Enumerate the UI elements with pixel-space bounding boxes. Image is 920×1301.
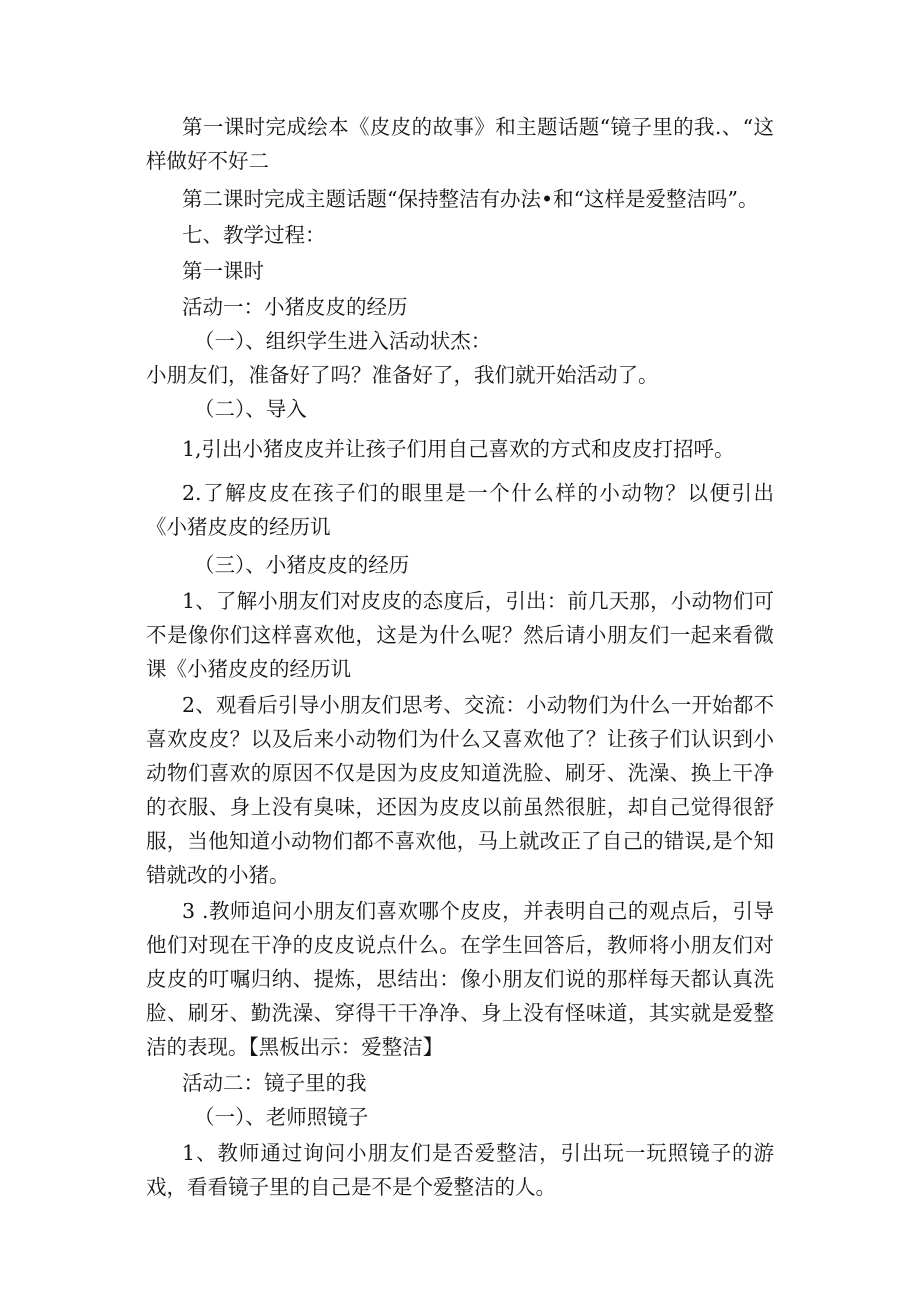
paragraph-lesson-1-plan: 第一课时完成绘本《皮皮的故事》和主题话题“镜子里的我.、“这样做好不好二 (146, 115, 774, 173)
paragraph-item-3: 3 .教师追问小朋友们喜欢哪个皮皮，并表明自己的观点后，引导他们对现在干净的皮皮说点什么。在学生回答后，教师将小朋友们对皮皮的叮嘱归纳、提炼，思结出：像小朋友们说的那样每天都认真洗脸、刷牙、勤洗澡、穿得干干净净、身上没有怪味道，其实就是爱整洁的表现。【黑板出示：爱整洁】 (146, 899, 774, 1059)
heading-activity-2: 活动二：镜子里的我 (182, 1071, 367, 1095)
paragraph-step-2: 2.了解皮皮在孩子们的眼里是一个什么样的小动物？以便引出《小猪皮皮的经历讥 (146, 481, 774, 539)
document-body (146, 110, 774, 1204)
paragraph-lesson-2-plan: 第二课时完成主题话题“保持整洁有办法•和“这样是爱整洁吗”。 (182, 187, 759, 211)
heading-section-1: （一）、组织学生进入活动状杰： (194, 329, 492, 353)
paragraph-greeting: 小朋友们，准备好了吗？准备好了，我们就开始活动了。 (146, 363, 659, 387)
paragraph-item-1: 1、了解小朋友们对皮皮的态度后，引出：前几天那，小动物们可不是像你们这样喜欢他，这是为什么呢？然后请小朋友们一起来看微课《小猪皮皮的经历讥 (146, 589, 774, 681)
heading-teaching-process: 七、教学过程： (182, 223, 326, 247)
paragraph-mirror-item-1: 1、教师通过询问小朋友们是否爱整洁，引出玩一玩照镜子的游戏，看看镜子里的自己是不是个爱整洁的人。 (146, 1141, 774, 1199)
paragraph-item-2: 2、观看后引导小朋友们思考、交流：小动物们为什么一开始都不喜欢皮皮？以及后来小动物们为什么又喜欢他了？让孩子们认识到小动物们喜欢的原因不仅是因为皮皮知道洗脸、刷牙、洗澡、换上干净的衣服、身上没有臭味，还因为皮皮以前虽然很脏，却自己觉得很舒服，当他知道小动物们都不喜欢他，马上就改正了自己的错误,是个知错就改的小猪。 (146, 693, 774, 887)
heading-section-3: （三）、小猪皮皮的经历 (194, 553, 410, 577)
paragraph-step-1: 1,引出小猪皮皮并让孩子们用自己喜欢的方式和皮皮打招呼。 (182, 437, 735, 461)
heading-section-2: （二）、导入 (194, 397, 307, 421)
heading-activity-1: 活动一：小猪皮皮的经历 (182, 295, 408, 319)
heading-mirror-section: （一）、老师照镜子 (194, 1105, 369, 1129)
heading-first-lesson: 第一课时 (182, 259, 264, 283)
